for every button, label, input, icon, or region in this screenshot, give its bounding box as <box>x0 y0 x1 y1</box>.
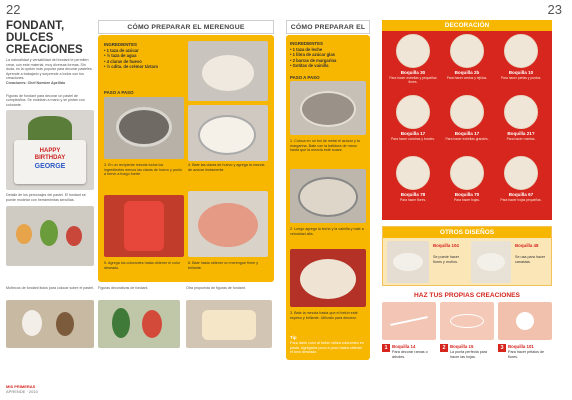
haz-name: Boquilla 15 <box>450 344 474 349</box>
haz-photo <box>440 302 494 340</box>
figure-blob-3 <box>66 226 82 246</box>
betun-ingredients-list <box>290 47 366 69</box>
nozzle-desc: Para hacer conchas y bordes. <box>391 137 435 141</box>
fondant-caption-2: Detalle de los personajes del pastel. El fondant se puede modelar con herramientas sencillas. <box>6 193 86 202</box>
fondant-photo-bottom-2 <box>98 300 180 348</box>
nozzle-name: Boquilla 10 <box>508 70 534 75</box>
butter-bowl-shape <box>300 91 356 127</box>
haz-item <box>498 302 552 374</box>
nozzle-item <box>440 34 494 94</box>
otros-photo-1 <box>387 241 429 283</box>
bowl-shape <box>202 55 254 91</box>
pink-meringue-shape <box>198 203 258 247</box>
nozzle-desc: Para hacer hojas. <box>454 198 480 202</box>
cake-figures <box>28 116 72 142</box>
merengue-step-5: 5. Agrega los colorantes hasta obtener el color deseado. <box>104 261 181 270</box>
betun-title: CÓMO PREPARAR EL <box>286 20 370 34</box>
nozzle-item <box>440 156 494 216</box>
fondant-photo-bottom-3 <box>186 300 272 348</box>
figure-blob-1 <box>16 224 32 244</box>
frosting-shape <box>300 259 356 299</box>
nozzle-sample-circle <box>504 95 538 129</box>
merengue-column <box>98 20 274 282</box>
nozzle-name: Boquilla 17 <box>400 131 426 136</box>
nozzle-name: Boquilla 30 <box>400 70 426 75</box>
right-page <box>286 0 572 400</box>
haz-grid <box>382 302 552 374</box>
fondant-intro: La naturalidad y versatilidad del fondant te permiten crear, con este material, muy diversas formas. Sin duda, es la opción más popular para decorar pasteles. Aprende a trabajarlo y sorprende a todos con tus creaciones. <box>6 58 93 81</box>
page-number-right: 23 <box>547 2 562 17</box>
mixer-shape <box>124 201 164 251</box>
flower-shape <box>516 312 534 330</box>
merengue-ingredient: • ½ taza de agua <box>104 53 137 59</box>
betun-panel <box>286 35 370 360</box>
nozzle-item <box>494 95 548 155</box>
haz-photo <box>498 302 552 340</box>
haz-name: Boquilla 101 <box>508 344 534 349</box>
merengue-panel <box>98 35 274 282</box>
fondant-photo-bottom-1 <box>6 300 94 348</box>
piping-bag-shape-2 <box>477 253 505 271</box>
cake-body <box>14 140 86 184</box>
decoracion-grid <box>386 34 548 218</box>
haz-name: Boquilla 14 <box>392 344 416 349</box>
nozzle-sample-circle <box>450 34 484 68</box>
otros-panel <box>382 226 552 286</box>
betun-steps-head: PASO A PASO <box>290 75 320 80</box>
merengue-ingredient: • ½ cdita. de crémor tártaro <box>104 64 159 70</box>
nozzle-sample-circle <box>396 156 430 190</box>
nozzle-desc: Para hacer hojas pequeñas. <box>500 198 542 202</box>
nozzle-desc: Para hacer estrellas grandes. <box>445 137 489 141</box>
haz-photo <box>382 302 436 340</box>
nozzle-name: Boquilla 21? <box>507 131 535 136</box>
otros-b1-desc: Se puede hacer flores y moños. <box>433 255 460 264</box>
footer-brand <box>6 384 38 394</box>
betun-photo-1 <box>290 81 366 135</box>
otros-b1-name: Boquilla 104 <box>433 243 459 248</box>
betun-step-3: 3. Bate la mezcla hasta que el betún esté espeso y brillante. Utilízalo para decorar. <box>290 311 358 320</box>
haz-item <box>440 302 494 374</box>
branch-shape <box>390 316 428 326</box>
cake-text-happy: HAPPY <box>39 148 61 155</box>
haz-title: HAZ TUS PROPIAS CREACIONES <box>414 292 520 299</box>
footer-line-2: APRENDE · 2010 <box>6 389 38 394</box>
leaf-shape <box>450 314 484 328</box>
piping-bag-shape-1 <box>393 253 423 271</box>
nozzle-item <box>494 34 548 94</box>
nozzle-desc: Para hacer flores. <box>399 198 427 202</box>
merengue-step-6: 6. Bate hasta obtener un merengue firme y brillante. <box>188 261 259 270</box>
mixing-bowl-shape <box>198 115 256 155</box>
fondant-caption-5: Otra propuesta de figuras de fondant. <box>186 286 246 290</box>
bottom-figure-e <box>202 310 256 340</box>
nozzle-desc: Para hacer estrellas y pequeñas flores. <box>389 76 437 84</box>
fondant-caption-1: Figuras de fondant para decorar un pastel de cumpleaños. Se moldean a mano y se pintan con colorante. <box>6 93 85 107</box>
merengue-photo-4 <box>104 195 184 257</box>
betun-step-2: 2. Luego agrega la leche y la vainilla y bate a velocidad alta. <box>290 227 364 236</box>
mixer-bowl-shape <box>298 177 358 217</box>
nozzle-sample-circle <box>504 156 538 190</box>
nozzle-item <box>386 34 440 94</box>
merengue-ingredients-list <box>104 48 184 70</box>
haz-desc: Para hacer pétalos de flores. <box>508 350 545 359</box>
betun-column <box>286 20 370 360</box>
haz-num-badge: 3 <box>498 344 506 352</box>
nozzle-name: Boquilla 78 <box>400 192 426 197</box>
bottom-figure-b <box>56 312 74 336</box>
pot-shape <box>116 107 172 147</box>
nozzle-item <box>386 95 440 155</box>
decoracion-title: DECORACIÓN <box>382 20 552 31</box>
merengue-ingredients-head: INGREDIENTES <box>104 42 137 47</box>
footer-line-1: MIS PRIMERAS <box>6 384 36 389</box>
bottom-figure-d <box>142 310 162 338</box>
nozzle-item <box>494 156 548 216</box>
merengue-step-4: 4. Bate las claras de huevo y agrega la mezcla de azúcar lentamente. <box>188 163 265 172</box>
nozzle-sample-circle <box>396 95 430 129</box>
haz-num-badge: 1 <box>382 344 390 352</box>
nozzle-item <box>386 156 440 216</box>
otros-photo-2 <box>471 241 511 283</box>
betun-photo-3 <box>290 249 366 307</box>
merengue-steps-head: PASO A PASO <box>104 90 134 95</box>
merengue-photo-3 <box>188 105 268 161</box>
betun-ingredient: • 1 taza de leche <box>290 47 323 52</box>
cake-text-birthday: BIRTHDAY <box>34 155 66 162</box>
nozzle-desc: Para hacer cestos y tejidos. <box>446 76 488 80</box>
haz-num-badge: 2 <box>440 344 448 352</box>
merengue-ingredient: • 1 taza de azúcar <box>104 48 139 53</box>
nozzle-sample-circle <box>396 34 430 68</box>
cake-text-george: GEORGE <box>34 163 66 171</box>
nozzle-name: Boquilla 2b <box>454 70 480 75</box>
betun-tip-head: Tip <box>290 335 297 340</box>
betun-ingredient: • 1 libra de azúcar glas <box>290 52 335 58</box>
nozzle-desc: Para hacer rosetas. <box>506 137 536 141</box>
fondant-title-2: DULCES CREACIONES <box>6 32 83 56</box>
nozzle-item <box>440 95 494 155</box>
nozzle-sample-circle <box>504 34 538 68</box>
merengue-ingredient: • 4 claras de huevo <box>104 58 142 64</box>
otros-title: OTROS DISEÑOS <box>383 227 551 238</box>
fondant-caption-3: Muñecos de fondant listos para colocar sobre el pastel. <box>6 286 94 290</box>
merengue-title: CÓMO PREPARAR EL MERENGUE <box>98 20 274 34</box>
merengue-step-3: 3. En un recipiente mezcla todos los ingredientes menos las claras de huevo y ponlo a hervir a fuego fuerte. <box>104 163 182 177</box>
nozzle-name: Boquilla 67 <box>508 192 534 197</box>
bottom-figure-c <box>112 308 130 338</box>
nozzle-name: Boquilla 17 <box>454 131 480 136</box>
betun-ingredient: • Gotitas de vainilla <box>290 63 329 69</box>
haz-item <box>382 302 436 374</box>
betun-ingredients-head: INGREDIENTES <box>290 41 323 46</box>
nozzle-desc: Para hacer perlas y puntos. <box>500 76 542 80</box>
betun-photo-2 <box>290 169 366 223</box>
otros-b2-name: Boquilla 48 <box>515 243 539 248</box>
bottom-figure-a <box>22 310 42 336</box>
fondant-title-1: FONDANT, <box>6 20 65 32</box>
page-number-left: 22 <box>6 2 21 17</box>
decoracion-panel <box>382 20 552 220</box>
fondant-caption-4: Figuras decorativas de fondant. <box>98 286 149 290</box>
nozzle-sample-circle <box>450 95 484 129</box>
betun-step-1: 1. Coloca en un bol de metal el azúcar y la margarina. Bate con la batidora de mano hasta que la mezcla esté suave. <box>290 139 360 153</box>
birthday-cake-photo <box>6 110 94 190</box>
betun-tip: Para darle color al betún utiliza colorantes en pasta. Agrégalos poco a poco hasta obtener el tono deseado. <box>290 341 364 355</box>
haz-desc: La punta perfecta para hacer las hojas. <box>450 350 488 359</box>
fondant-figures-photo <box>6 206 94 266</box>
nozzle-name: Boquilla 70 <box>454 192 480 197</box>
fondant-credit: Creaciones: Chef Nombre Apellido <box>6 80 66 85</box>
merengue-photo-1 <box>104 97 184 159</box>
merengue-photo-5 <box>188 191 268 257</box>
betun-ingredient: • 2 barras de margarina <box>290 57 337 63</box>
merengue-photo-2 <box>188 41 268 101</box>
figure-blob-2 <box>40 220 58 246</box>
haz-desc: Para decorar ramas o árboles. <box>392 350 428 359</box>
nozzle-sample-circle <box>450 156 484 190</box>
otros-b2-desc: Se usa para hacer canastas. <box>515 255 546 264</box>
